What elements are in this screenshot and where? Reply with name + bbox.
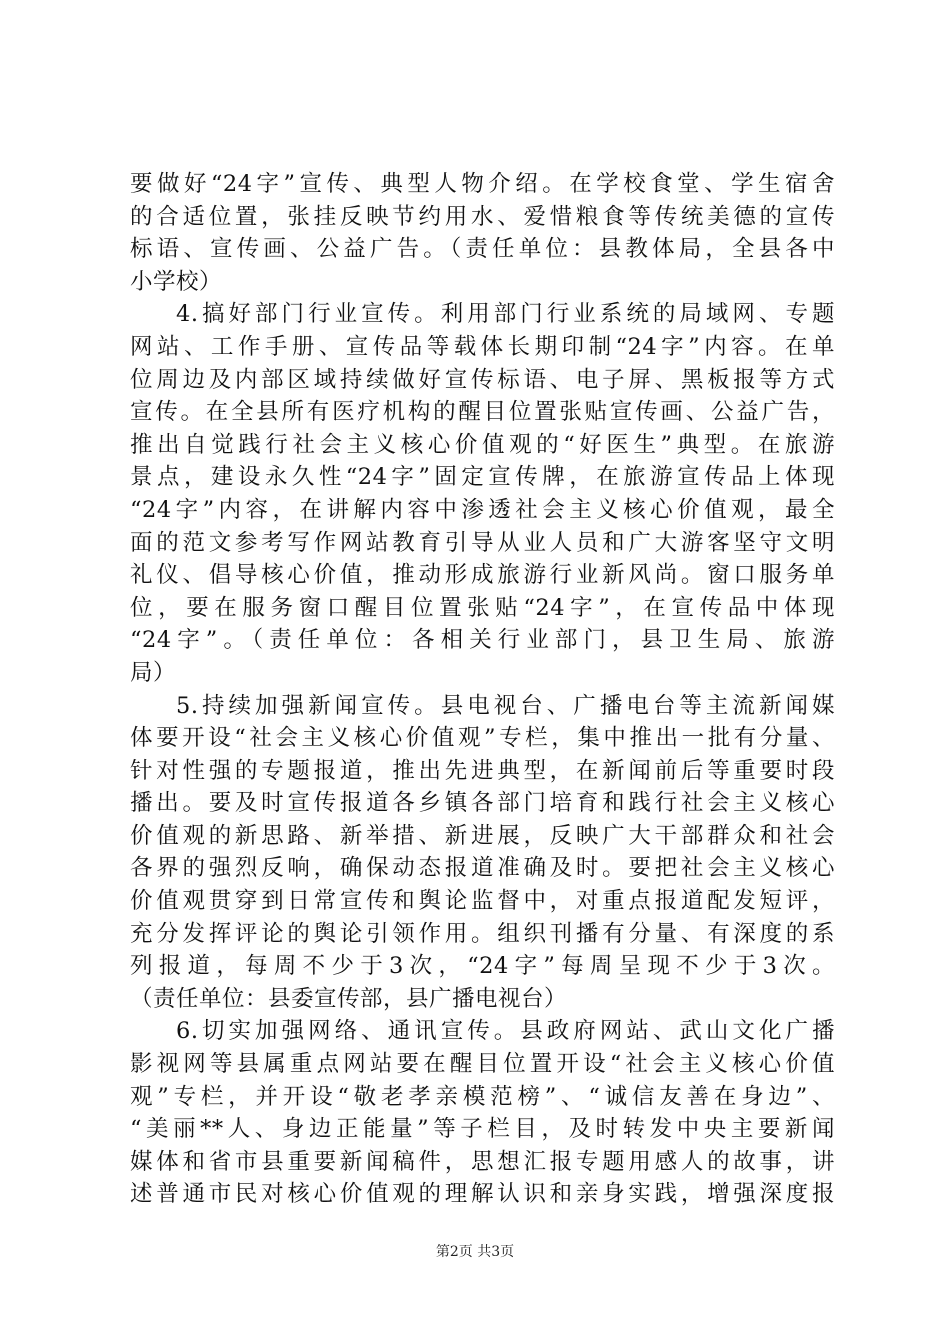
text-line: 5.持续加强新闻宣传。县电视台、广播电台等主流新闻媒 [176, 692, 835, 719]
text-line: 述普通市民对核心价值观的理解认识和亲身实践，增强深度报 [130, 1181, 835, 1208]
document-body [130, 168, 835, 1211]
text-line: “24字”内容，在讲解内容中渗透社会主义核心价值观，最全 [130, 496, 835, 523]
text-line: 局） [130, 659, 177, 686]
text-line: 礼仪、倡导核心价值，推动形成旅游行业新风尚。窗口服务单 [130, 562, 835, 589]
text-line: 体要开设“社会主义核心价值观”专栏，集中推出一批有分量、 [130, 725, 835, 752]
text-line: 小学校） [130, 268, 223, 295]
text-line: 景点，建设永久性“24字”固定宣传牌，在旅游宣传品上体现 [130, 464, 835, 491]
text-line: 宣传。在全县所有医疗机构的醒目位置张贴宣传画、公益广告， [130, 399, 835, 426]
text-line: 面的范文参考写作网站教育引导从业人员和广大游客坚守文明 [130, 529, 835, 556]
text-line: 列报道，每周不少于3次，“24字”每周呈现不少于3次。 [130, 953, 835, 980]
text-line: 各界的强烈反响，确保动态报道准确及时。要把社会主义核心 [130, 855, 835, 882]
text-line: （责任单位：县委宣传部，县广播电视台） [130, 985, 568, 1012]
text-line: “24字”。（责任单位：各相关行业部门，县卫生局、旅游 [130, 627, 835, 654]
page-footer: 第2页 共3页 [435, 1244, 515, 1260]
text-line: 6.切实加强网络、通讯宣传。县政府网站、武山文化广播 [176, 1018, 835, 1045]
text-line: 的合适位置，张挂反映节约用水、爱惜粮食等传统美德的宣传 [130, 203, 835, 230]
text-line: 4.搞好部门行业宣传。利用部门行业系统的局域网、专题 [176, 301, 835, 328]
text-line: 标语、宣传画、公益广告。（责任单位：县教体局，全县各中 [130, 236, 835, 263]
text-line: 价值观的新思路、新举措、新进展，反映广大干部群众和社会 [130, 822, 835, 849]
text-line: 价值观贯穿到日常宣传和舆论监督中，对重点报道配发短评， [130, 888, 835, 915]
text-line: 媒体和省市县重要新闻稿件，思想汇报专题用感人的故事，讲 [130, 1148, 835, 1175]
text-line: 网站、工作手册、宣传品等载体长期印制“24字”内容。在单 [130, 333, 835, 360]
text-line: 推出自觉践行社会主义核心价值观的“好医生”典型。在旅游 [130, 431, 835, 458]
text-line: 位周边及内部区域持续做好宣传标语、电子屏、黑板报等方式 [130, 366, 835, 393]
text-line: 要做好“24字”宣传、典型人物介绍。在学校食堂、学生宿舍 [130, 171, 835, 197]
text-line: 播出。要及时宣传报道各乡镇各部门培育和践行社会主义核心 [130, 790, 835, 817]
text-line: 针对性强的专题报道，推出先进典型，在新闻前后等重要时段 [130, 757, 835, 784]
text-line: 观”专栏，并开设“敬老孝亲模范榜”、“诚信友善在身边”、 [130, 1083, 835, 1110]
text-line: “美丽**人、身边正能量”等子栏目，及时转发中央主要新闻 [130, 1116, 835, 1143]
text-line: 影视网等县属重点网站要在醒目位置开设“社会主义核心价值 [130, 1051, 835, 1078]
text-line: 充分发挥评论的舆论引领作用。组织刊播有分量、有深度的系 [130, 920, 835, 947]
text-line: 位，要在服务窗口醒目位置张贴“24字”，在宣传品中体现 [130, 594, 835, 621]
